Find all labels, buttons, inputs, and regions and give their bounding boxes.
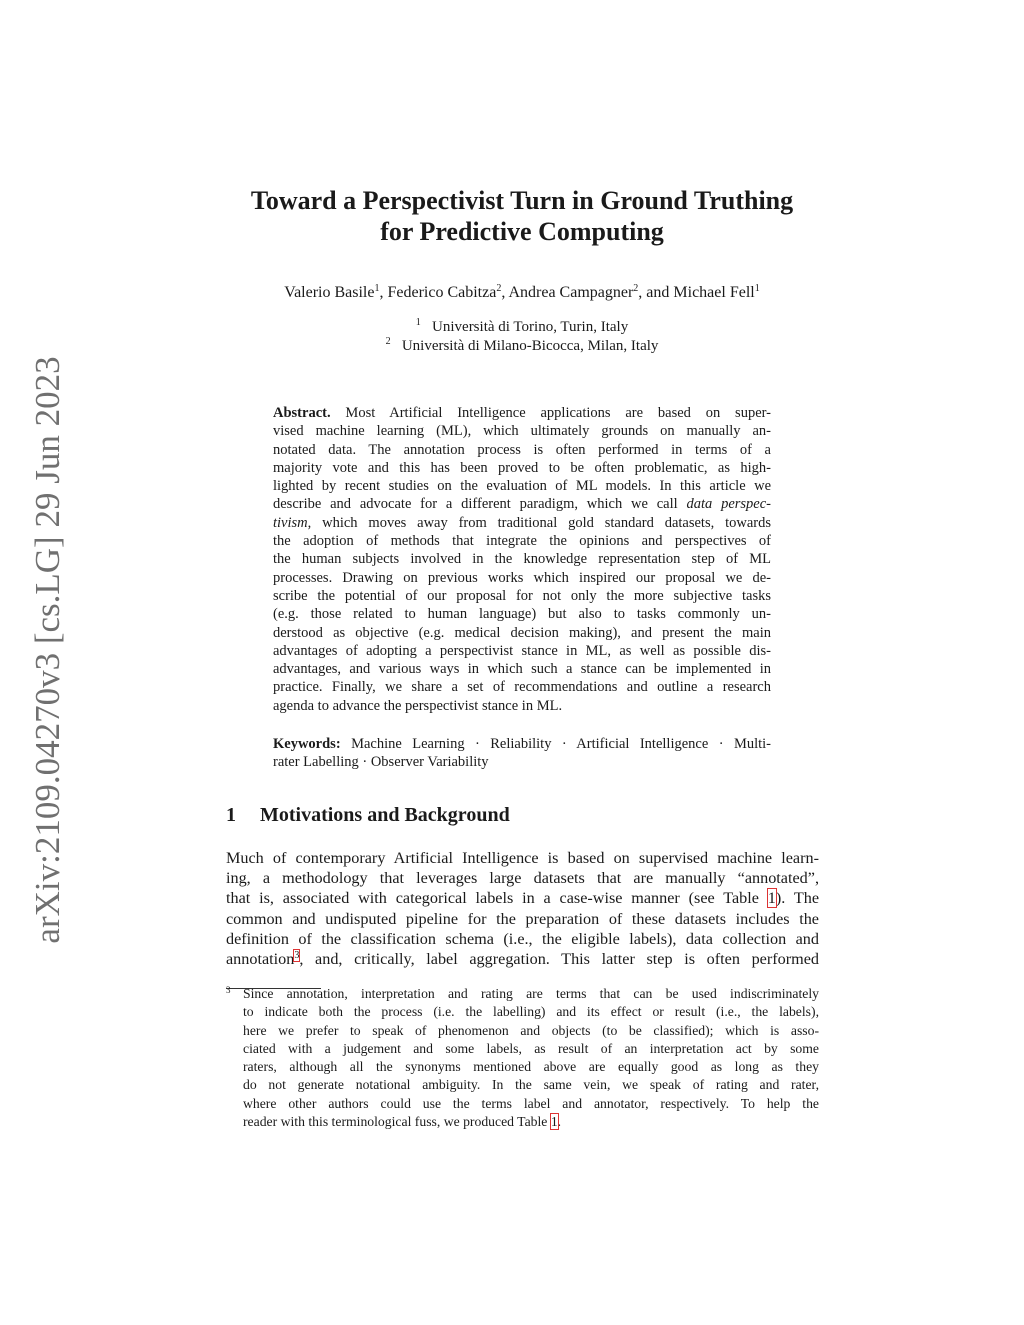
abstract-label: Abstract.	[273, 405, 331, 421]
author-name: Andrea Campagner	[508, 284, 634, 301]
author-list	[200, 284, 844, 302]
footnote-line: where other authors could use the terms label and annotator, respectively. To help the	[243, 1095, 819, 1111]
abstract	[273, 404, 771, 715]
emphasis-text: data perspec-	[686, 496, 772, 513]
body-line: Much of contemporary Artificial Intelligence is based on supervised machine learn-	[226, 849, 819, 867]
section-heading	[226, 804, 510, 827]
author-separator: ,	[501, 284, 509, 301]
keywords	[273, 735, 771, 772]
abstract-line: Abstract. Most Artificial Intelligence applications are based on super-	[273, 405, 771, 421]
footnote-reference-link[interactable]: 3	[294, 950, 300, 962]
footnote	[226, 981, 819, 1131]
arxiv-identifier: arXiv:2109.04270v3 [cs.LG] 29 Jun 2023	[28, 356, 67, 944]
footnote-line: here we prefer to speak of phenomenon and objects (to be classified); which is asso-	[243, 1022, 819, 1038]
author-affiliation-mark: 1	[374, 283, 380, 294]
abstract-line: notated data. The annotation process is often performed in terms of a	[273, 441, 771, 458]
affiliation-text: Università di Torino, Turin, Italy	[432, 319, 629, 335]
affiliation-text: Università di Milano-Bicocca, Milan, Italy	[401, 338, 659, 354]
title-line-2: for Predictive Computing	[380, 217, 664, 246]
abstract-line: advantages, and various ways in which such a stance can be implemented in	[273, 661, 771, 678]
affiliation-line	[200, 318, 844, 337]
emphasis-text: tivism	[273, 514, 308, 531]
affiliation-number: 2	[385, 336, 391, 347]
keywords-line: rater Labelling · Observer Variability	[273, 754, 489, 771]
abstract-line: vised machine learning (ML), which ultimately grounds on manually an-	[273, 423, 771, 440]
footnote-line: raters, although all the synonyms mentioned above are equally good as long as they	[243, 1059, 819, 1075]
abstract-line: the human subjects involved in the knowledge representation step of ML	[273, 551, 771, 568]
abstract-line: processes. Drawing on previous works which inspired our proposal we de-	[273, 569, 771, 586]
abstract-line: derstood as objective (e.g. medical decision making), and present the main	[273, 624, 771, 641]
abstract-line: advantages of adopting a perspectivist stance in ML, as well as possible dis-	[273, 642, 771, 659]
paper-title	[200, 185, 844, 247]
keywords-label: Keywords:	[273, 736, 341, 752]
affiliation-line	[200, 337, 844, 356]
abstract-line: majority vote and this has been proved to be often problematic, as high-	[273, 459, 771, 476]
author-affiliation-mark: 1	[754, 283, 760, 294]
body-line: that is, associated with categorical labels in a case-wise manner (see Table 1). The	[226, 889, 820, 908]
abstract-line: scribe the potential of our proposal for not only the more subjective tasks	[273, 587, 771, 604]
author-separator: ,	[379, 284, 388, 301]
abstract-line: describe and advocate for a different paradigm, which we call data perspec-	[273, 496, 772, 513]
body-line: definition of the classification schema (i.e., the eligible labels), data collection and	[226, 929, 819, 948]
abstract-line: the adoption of methods that integrate the opinions and perspectives of	[273, 533, 771, 550]
section-title: Motivations and Background	[260, 804, 510, 826]
keywords-line: Keywords: Machine Learning · Reliability · Artificial Intelligence · Multi-	[273, 736, 772, 752]
footnote-line: do not generate notational ambiguity. In the same vein, we speak of rating and rater,	[243, 1077, 819, 1093]
abstract-line: tivism, which moves away from traditional gold standard datasets, towards	[273, 514, 771, 531]
author-name: Valerio Basile	[284, 284, 375, 301]
footnote-line: ciated with a judgement and some labels, as result of an interpretation act by some	[243, 1040, 819, 1056]
footnote-mark: 3	[226, 985, 231, 995]
abstract-line: lighted by recent studies on the evaluation of ML models. In this article we	[273, 478, 771, 495]
body-line: annotation$^3$, and, critically, label aggregation. This latter step is often performed	[226, 950, 819, 969]
abstract-line: practice. Finally, we share a set of recommendations and outline a research	[273, 679, 771, 696]
affiliation-number: 1	[415, 317, 421, 328]
abstract-line: (e.g. those related to human language) but also to tasks commonly un-	[273, 606, 771, 623]
author-affiliation-mark: 2	[496, 283, 502, 294]
abstract-line: agenda to advance the perspectivist stance in ML.	[273, 697, 563, 714]
table-reference-link[interactable]: 1	[550, 1114, 558, 1130]
body-line: ing, a methodology that leverages large datasets that are manually “annotated”,	[226, 869, 819, 888]
body-line: common and undisputed pipeline for the preparation of these datasets includes the	[226, 909, 819, 928]
author-name: Federico Cabitza	[387, 284, 497, 301]
title-line-1: Toward a Perspectivist Turn in Ground Truthing	[250, 186, 794, 215]
author-name: Michael Fell	[673, 284, 755, 301]
footnote-line: 3 Since annotation, interpretation and rating are terms that can be used indiscriminately	[226, 981, 819, 1003]
affiliations	[200, 318, 844, 356]
table-reference-link[interactable]: 1	[767, 889, 776, 908]
body-paragraph	[226, 848, 819, 969]
author-affiliation-mark: 2	[633, 283, 639, 294]
author-separator: , and	[638, 284, 674, 301]
footnote-line: reader with this terminological fuss, we produced Table 1.	[243, 1114, 562, 1130]
section-number: 1	[226, 804, 236, 826]
footnote-line: to indicate both the process (i.e. the labelling) and its effect or result (i.e., the labels),	[243, 1004, 819, 1020]
